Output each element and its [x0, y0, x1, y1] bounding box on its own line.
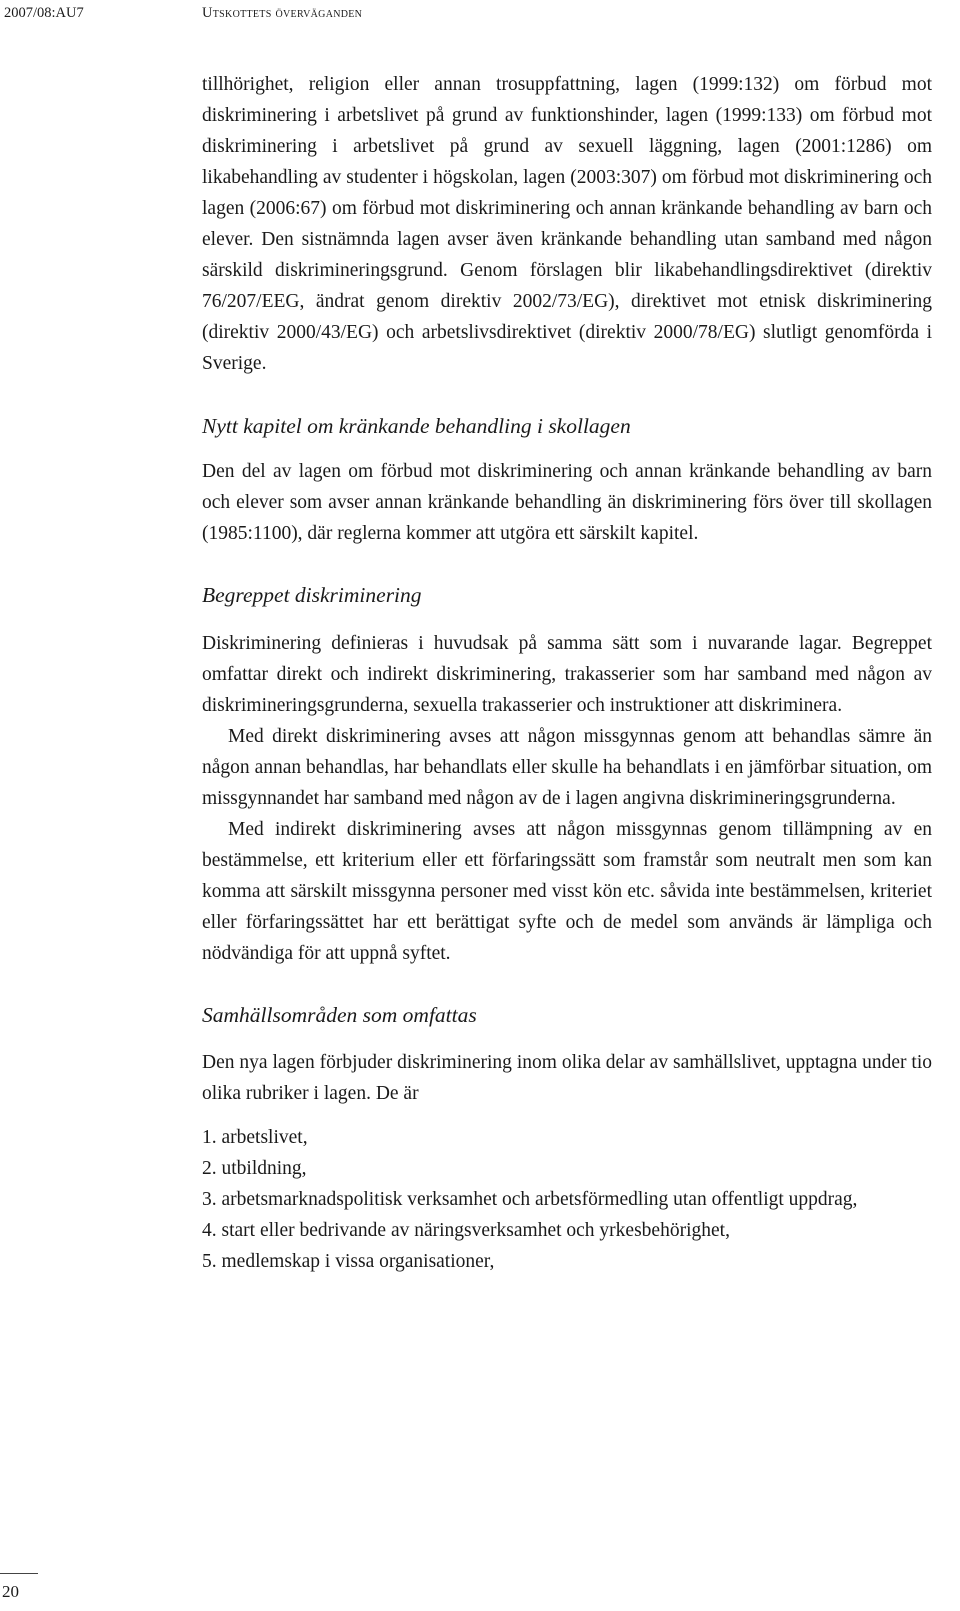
paragraph: Diskriminering definieras i huvudsak på samma sätt som i nuvarande lagar. Begreppet omfattar direkt och indirekt diskriminering, trakasserier som har samband med någon av diskrimineringsgrunderna, sexuella trakasserier och instruktioner att diskriminera.	[202, 633, 932, 716]
list-item: 4. start eller bedrivande av näringsverksamhet och yrkesbehörighet,	[202, 1220, 730, 1241]
paragraph: Den del av lagen om förbud mot diskriminering och annan kränkande behandling av barn och elever som avser annan kränkande behandling än diskriminering förs över till skollagen (1985:1100), där reglerna kommer att utgöra ett särskilt kapitel.	[202, 461, 932, 544]
heading-begreppet-diskriminering: Begreppet diskriminering	[202, 583, 422, 607]
margin-rule	[0, 1573, 38, 1574]
page-number: 20	[2, 1582, 19, 1601]
running-head	[0, 2, 960, 24]
list-item: 3. arbetsmarknadspolitisk verksamhet och arbetsförmedling utan offentligt uppdrag,	[202, 1189, 858, 1210]
heading-skollagen: Nytt kapitel om kränkande behandling i skollagen	[202, 414, 631, 438]
paragraph: Med direkt diskriminering avses att någon missgynnas genom att behandlas sämre än någon annan behandlas, har behandlats eller skulle ha behandlats i en jämförbar situation, om missgynnandet har samband med någon av de i lagen angivna diskrimineringsgrunderna.	[202, 726, 932, 809]
areas-list	[202, 1122, 932, 1277]
list-item: 5. medlemskap i vissa organisationer,	[202, 1251, 495, 1272]
paragraph: Den nya lagen förbjuder diskriminering inom olika delar av samhällslivet, upptagna under tio olika rubriker i lagen. De är	[202, 1052, 932, 1104]
section-title: Utskottets överväganden	[202, 5, 363, 21]
page-body	[202, 69, 932, 1277]
paragraph: Med indirekt diskriminering avses att någon missgynnas genom tillämpning av en bestämmelse, ett kriterium eller ett förfaringssätt som framstår som neutralt men som kan komma att särskilt missgynna personer med visst kön etc. såvida inte bestämmelsen, kriteriet eller förfaringssättet har ett berättigat syfte och de medel som används är lämpliga och nödvändiga för att uppnå syftet.	[202, 819, 932, 964]
heading-samhallsomraden: Samhällsområden som omfattas	[202, 1003, 477, 1027]
document-id: 2007/08:AU7	[4, 5, 84, 21]
list-item: 1. arbetslivet,	[202, 1127, 308, 1148]
intro-paragraph: tillhörighet, religion eller annan trosuppfattning, lagen (1999:132) om förbud mot diskriminering i arbetslivet på grund av funktionshinder, lagen (1999:133) om förbud mot diskriminering i arbetslivet på grund av sexuell läggning, lagen (2001:1286) om likabehandling av studenter i högskolan, lagen (2003:307) om förbud mot diskriminering och lagen (2006:67) om förbud mot diskriminering och annan kränkande behandling av barn och elever. Den sistnämnda lagen avser även kränkande behandling utan samband med någon särskild diskrimineringsgrund. Genom förslagen blir likabehandlingsdirektivet (direktiv 76/207/EEG, ändrat genom direktiv 2002/73/EG), direktivet mot etnisk diskriminering (direktiv 2000/43/EG) och arbetslivsdirektivet (direktiv 2000/78/EG) slutligt genomförda i Sverige.	[202, 74, 932, 374]
list-item: 2. utbildning,	[202, 1158, 307, 1179]
